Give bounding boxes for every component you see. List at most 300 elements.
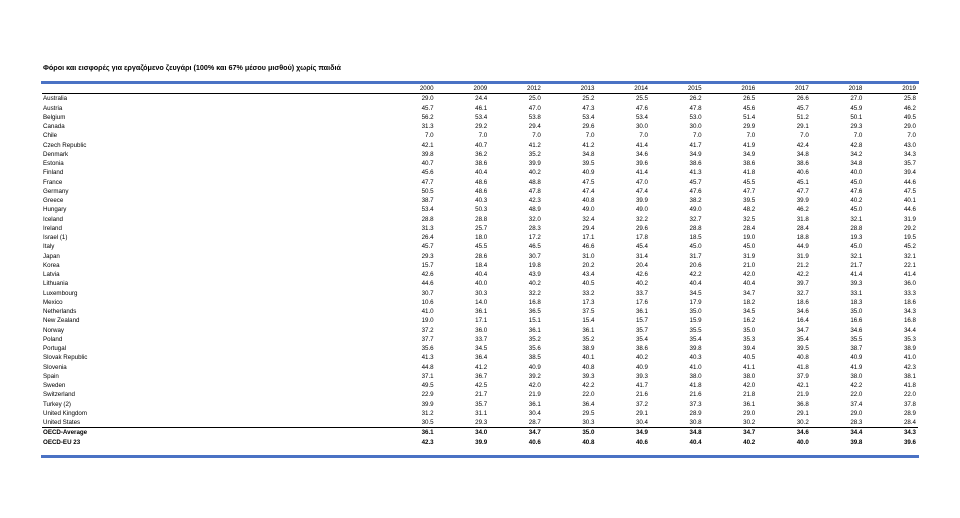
value-cell: 40.4 xyxy=(689,280,702,288)
value-cell: 44.6 xyxy=(903,178,916,186)
value-cell: 31.3 xyxy=(421,123,434,130)
value-cell: 42.2 xyxy=(850,382,863,389)
value-cell: 40.4 xyxy=(743,280,756,288)
value-cell: 35.0 xyxy=(743,326,756,334)
value-cell: 40.2 xyxy=(635,280,648,288)
value-cell: 46.5 xyxy=(528,243,541,251)
value-cell: 41.0 xyxy=(903,354,916,362)
value-cell: 41.3 xyxy=(689,169,702,177)
value-cell: 40.1 xyxy=(582,354,595,362)
value-cell: 38.0 xyxy=(743,372,756,380)
value-cell: 47.6 xyxy=(689,187,702,195)
value-cell: 48.6 xyxy=(475,178,488,186)
year-header: 2013 xyxy=(543,84,597,94)
value-cell: 39.8 xyxy=(689,345,702,352)
value-cell: 45.0 xyxy=(743,243,756,251)
avg-row xyxy=(42,428,918,438)
value-cell: 24.4 xyxy=(475,95,488,103)
table-row xyxy=(42,390,918,399)
country-cell: Italy xyxy=(43,243,55,251)
value-cell: 47.4 xyxy=(635,187,648,195)
value-cell: 41.4 xyxy=(850,271,863,278)
header-row xyxy=(42,84,918,94)
value-cell: 40.4 xyxy=(475,271,488,278)
value-cell: 19.8 xyxy=(528,261,541,269)
table-row xyxy=(42,94,918,104)
value-cell: 20.2 xyxy=(582,261,595,269)
value-cell: 22.1 xyxy=(903,261,916,269)
value-cell: 45.7 xyxy=(796,104,809,112)
value-cell: 41.7 xyxy=(689,141,702,149)
year-header: 2009 xyxy=(436,84,490,94)
value-cell: 40.1 xyxy=(903,197,916,204)
value-cell: 17.9 xyxy=(689,298,702,306)
value-cell: 34.7 xyxy=(489,428,543,438)
value-cell: 42.5 xyxy=(475,382,488,389)
value-cell: 42.6 xyxy=(635,271,648,278)
country-cell: Latvia xyxy=(43,271,60,278)
value-cell: 7.0 xyxy=(478,132,488,140)
value-cell: 49.5 xyxy=(903,113,916,121)
value-cell: 41.8 xyxy=(689,382,702,389)
value-cell: 35.0 xyxy=(850,308,863,315)
country-cell: Japan xyxy=(43,252,60,260)
value-cell: 22.9 xyxy=(421,391,434,399)
value-cell: 38.9 xyxy=(582,345,595,352)
value-cell: 29.9 xyxy=(743,123,756,130)
value-cell: 42.2 xyxy=(582,382,595,389)
value-cell: 20.6 xyxy=(689,261,702,269)
value-cell: 40.9 xyxy=(582,169,595,177)
value-cell: 34.5 xyxy=(743,308,756,315)
value-cell: 40.7 xyxy=(475,141,488,149)
value-cell: 46.6 xyxy=(582,243,595,251)
table-row xyxy=(42,372,918,381)
value-cell: 29.3 xyxy=(421,252,434,260)
value-cell: 45.6 xyxy=(743,104,756,112)
country-cell: Mexico xyxy=(43,298,63,306)
value-cell: 36.2 xyxy=(475,150,488,158)
value-cell: 34.8 xyxy=(850,160,863,167)
value-cell: 40.0 xyxy=(475,280,488,288)
value-cell: 40.3 xyxy=(689,354,702,362)
value-cell: 38.6 xyxy=(796,160,809,167)
value-cell: 47.8 xyxy=(689,104,702,112)
value-cell: 43.4 xyxy=(582,271,595,278)
value-cell: 45.0 xyxy=(850,206,863,214)
country-cell: Denmark xyxy=(43,150,69,158)
value-cell: 41.7 xyxy=(635,382,648,389)
table-row xyxy=(42,242,918,251)
header-country-cell xyxy=(42,84,382,94)
value-cell: 28.4 xyxy=(796,224,809,232)
value-cell: 51.2 xyxy=(796,113,809,121)
value-cell: 32.2 xyxy=(528,289,541,297)
country-cell: Portugal xyxy=(43,345,67,352)
value-cell: 41.0 xyxy=(689,363,702,371)
value-cell: 29.4 xyxy=(528,123,541,130)
value-cell: 42.1 xyxy=(421,141,434,149)
value-cell: 34.3 xyxy=(864,428,918,438)
value-cell: 34.4 xyxy=(811,428,865,438)
value-cell: 34.8 xyxy=(650,428,704,438)
value-cell: 28.3 xyxy=(850,419,863,426)
value-cell: 28.8 xyxy=(421,215,434,223)
year-header: 2016 xyxy=(704,84,758,94)
value-cell: 45.0 xyxy=(850,178,863,186)
value-cell: 36.1 xyxy=(743,400,756,408)
value-cell: 16.8 xyxy=(903,317,916,325)
year-header: 2017 xyxy=(757,84,811,94)
country-cell: Czech Republic xyxy=(43,141,87,149)
value-cell: 21.8 xyxy=(743,391,756,399)
value-cell: 30.5 xyxy=(421,419,434,426)
table-title: Φόροι και εισφορές για εργαζόμενο ζευγάρι (100% και 67% μέσου μισθού) χωρίς παιδιά xyxy=(43,63,341,72)
country-cell: Germany xyxy=(43,187,69,195)
value-cell: 27.0 xyxy=(850,95,863,103)
value-cell: 40.2 xyxy=(850,197,863,204)
country-cell: Luxembourg xyxy=(43,289,78,297)
value-cell: 34.8 xyxy=(796,150,809,158)
value-cell: 53.0 xyxy=(689,113,702,121)
value-cell: 21.7 xyxy=(475,391,488,399)
value-cell: 29.6 xyxy=(635,224,648,232)
value-cell: 38.6 xyxy=(689,160,702,167)
value-cell: 36.4 xyxy=(475,354,488,362)
country-cell: Lithuania xyxy=(43,280,69,288)
value-cell: 15.7 xyxy=(635,317,648,325)
value-cell: 40.4 xyxy=(689,438,702,446)
value-cell: 39.9 xyxy=(475,438,488,446)
value-cell: 16.6 xyxy=(850,317,863,325)
country-cell: Ireland xyxy=(43,224,62,232)
value-cell: 45.7 xyxy=(421,104,434,112)
value-cell: 15.9 xyxy=(689,317,702,325)
value-cell: 47.5 xyxy=(582,178,595,186)
value-cell: 56.2 xyxy=(421,113,434,121)
value-cell: 35.4 xyxy=(796,335,809,343)
value-cell: 17.3 xyxy=(582,298,595,306)
country-cell: Israel (1) xyxy=(43,234,68,241)
value-cell: 7.0 xyxy=(853,132,863,140)
value-cell: 41.8 xyxy=(796,363,809,371)
value-cell: 45.2 xyxy=(903,243,916,251)
value-cell: 40.2 xyxy=(528,280,541,288)
value-cell: 46.2 xyxy=(903,104,916,112)
value-cell: 36.1 xyxy=(528,326,541,334)
value-cell: 36.1 xyxy=(635,308,648,315)
value-cell: 33.7 xyxy=(635,289,648,297)
country-cell: United Kingdom xyxy=(43,409,88,417)
value-cell: 25.5 xyxy=(635,95,648,103)
value-cell: 30.0 xyxy=(689,123,702,130)
value-cell: 37.2 xyxy=(421,326,434,334)
table-row xyxy=(42,104,918,113)
value-cell: 48.9 xyxy=(528,206,541,214)
value-cell: 40.6 xyxy=(796,169,809,177)
year-header: 2019 xyxy=(864,84,918,94)
value-cell: 37.7 xyxy=(421,335,434,343)
value-cell: 38.9 xyxy=(903,345,916,352)
value-cell: 39.3 xyxy=(635,372,648,380)
value-cell: 45.7 xyxy=(689,178,702,186)
value-cell: 37.3 xyxy=(689,400,702,408)
value-cell: 30.3 xyxy=(582,419,595,426)
value-cell: 40.8 xyxy=(582,438,595,446)
country-cell: United States xyxy=(43,419,81,426)
value-cell: 21.6 xyxy=(635,391,648,399)
value-cell: 36.0 xyxy=(903,280,916,288)
value-cell: 50.3 xyxy=(475,206,488,214)
value-cell: 47.7 xyxy=(743,187,756,195)
country-cell: Korea xyxy=(43,261,60,269)
value-cell: 47.8 xyxy=(528,187,541,195)
value-cell: 7.0 xyxy=(800,132,809,140)
value-cell: 40.8 xyxy=(796,354,809,362)
value-cell: 39.5 xyxy=(743,197,756,204)
value-cell: 34.7 xyxy=(796,326,809,334)
table-row xyxy=(42,141,918,150)
value-cell: 19.0 xyxy=(743,234,756,241)
value-cell: 53.8 xyxy=(528,113,541,121)
value-cell: 40.8 xyxy=(582,363,595,371)
value-cell: 36.8 xyxy=(796,400,809,408)
value-cell: 39.9 xyxy=(635,197,648,204)
value-cell: 7.0 xyxy=(692,132,702,140)
value-cell: 31.2 xyxy=(421,409,434,417)
country-cell: Sweden xyxy=(43,382,66,389)
value-cell: 35.3 xyxy=(903,335,916,343)
value-cell: 46.1 xyxy=(475,104,488,112)
value-cell: 18.4 xyxy=(475,261,488,269)
value-cell: 28.7 xyxy=(528,419,541,426)
value-cell: 29.1 xyxy=(796,409,809,417)
value-cell: 36.1 xyxy=(382,428,436,438)
value-cell: 34.2 xyxy=(850,150,863,158)
value-cell: 34.6 xyxy=(850,326,863,334)
table-row xyxy=(42,270,918,279)
country-cell: France xyxy=(43,178,63,186)
value-cell: 36.1 xyxy=(475,308,488,315)
value-cell: 39.9 xyxy=(796,197,809,204)
value-cell: 38.6 xyxy=(635,345,648,352)
value-cell: 31.1 xyxy=(475,409,488,417)
value-cell: 46.2 xyxy=(796,206,809,214)
table-row xyxy=(42,335,918,344)
value-cell: 28.8 xyxy=(689,224,702,232)
value-cell: 43.9 xyxy=(528,271,541,278)
value-cell: 49.5 xyxy=(421,382,434,389)
value-cell: 42.2 xyxy=(689,271,702,278)
country-cell: Turkey (2) xyxy=(43,400,71,408)
value-cell: 41.2 xyxy=(528,141,541,149)
value-cell: 36.4 xyxy=(582,400,595,408)
country-cell: Slovak Republic xyxy=(43,354,88,362)
table-row xyxy=(42,178,918,187)
value-cell: 39.2 xyxy=(528,372,541,380)
value-cell: 37.8 xyxy=(903,400,916,408)
value-cell: 16.8 xyxy=(528,298,541,306)
value-cell: 41.1 xyxy=(743,363,756,371)
value-cell: 30.4 xyxy=(528,409,541,417)
value-cell: 18.3 xyxy=(850,298,863,306)
value-cell: 49.0 xyxy=(689,206,702,214)
value-cell: 37.9 xyxy=(796,372,809,380)
value-cell: 39.3 xyxy=(850,280,863,288)
value-cell: 45.0 xyxy=(689,243,702,251)
value-cell: 33.3 xyxy=(903,289,916,297)
table-row xyxy=(42,316,918,325)
value-cell: 19.0 xyxy=(421,317,434,325)
value-cell: 45.5 xyxy=(743,178,756,186)
value-cell: 42.0 xyxy=(528,382,541,389)
table-row xyxy=(42,307,918,316)
value-cell: 35.2 xyxy=(528,335,541,343)
value-cell: 42.0 xyxy=(743,271,756,278)
value-cell: 47.0 xyxy=(635,178,648,186)
value-cell: 45.4 xyxy=(635,243,648,251)
value-cell: 45.0 xyxy=(850,243,863,251)
value-cell: 44.6 xyxy=(903,206,916,214)
value-cell: 40.2 xyxy=(528,169,541,177)
value-cell: 25.8 xyxy=(903,95,916,103)
value-cell: 7.0 xyxy=(907,132,916,140)
value-cell: 35.4 xyxy=(689,335,702,343)
value-cell: 29.0 xyxy=(743,409,756,417)
value-cell: 25.2 xyxy=(582,95,595,103)
value-cell: 42.3 xyxy=(903,363,916,371)
value-cell: 34.6 xyxy=(635,150,648,158)
country-cell: OECD-Average xyxy=(42,428,382,438)
value-cell: 38.1 xyxy=(903,372,916,380)
value-cell: 35.6 xyxy=(421,345,434,352)
value-cell: 15.4 xyxy=(582,317,595,325)
year-header: 2012 xyxy=(489,84,543,94)
value-cell: 40.2 xyxy=(635,354,648,362)
value-cell: 47.6 xyxy=(850,187,863,195)
value-cell: 18.0 xyxy=(475,234,488,241)
year-header: 2014 xyxy=(596,84,650,94)
value-cell: 17.1 xyxy=(475,317,488,325)
value-cell: 36.0 xyxy=(475,326,488,334)
country-cell: Canada xyxy=(43,123,65,130)
value-cell: 40.3 xyxy=(475,197,488,204)
bottom-rule xyxy=(41,455,919,458)
value-cell: 32.7 xyxy=(796,289,809,297)
value-cell: 16.2 xyxy=(743,317,756,325)
value-cell: 25.0 xyxy=(528,95,541,103)
country-cell: Hungary xyxy=(43,206,67,214)
value-cell: 33.2 xyxy=(582,289,595,297)
value-cell: 38.5 xyxy=(528,354,541,362)
value-cell: 21.0 xyxy=(743,261,756,269)
value-cell: 22.0 xyxy=(582,391,595,399)
country-cell: Chile xyxy=(43,132,58,140)
value-cell: 47.0 xyxy=(528,104,541,112)
value-cell: 39.8 xyxy=(850,438,863,446)
table-row xyxy=(42,159,918,168)
value-cell: 29.1 xyxy=(635,409,648,417)
value-cell: 45.7 xyxy=(421,243,434,251)
value-cell: 42.2 xyxy=(796,271,809,278)
country-cell: Belgium xyxy=(43,113,66,121)
value-cell: 40.6 xyxy=(635,438,648,446)
value-cell: 21.7 xyxy=(850,261,863,269)
value-cell: 29.3 xyxy=(850,123,863,130)
value-cell: 32.1 xyxy=(850,215,863,223)
value-cell: 40.4 xyxy=(475,169,488,177)
value-cell: 26.6 xyxy=(796,95,809,103)
value-cell: 28.9 xyxy=(903,409,916,417)
value-cell: 49.0 xyxy=(635,206,648,214)
value-cell: 31.7 xyxy=(689,252,702,260)
value-cell: 39.9 xyxy=(421,400,434,408)
value-cell: 41.3 xyxy=(421,354,434,362)
value-cell: 38.0 xyxy=(689,372,702,380)
value-cell: 35.7 xyxy=(635,326,648,334)
value-cell: 37.1 xyxy=(421,372,434,380)
country-cell: Switzerland xyxy=(43,391,75,399)
value-cell: 39.5 xyxy=(796,345,809,352)
value-cell: 39.6 xyxy=(903,438,916,446)
value-cell: 31.9 xyxy=(743,252,756,260)
value-cell: 29.6 xyxy=(582,123,595,130)
value-cell: 30.2 xyxy=(743,419,756,426)
value-cell: 22.0 xyxy=(903,391,916,399)
value-cell: 41.4 xyxy=(635,169,648,177)
value-cell: 35.7 xyxy=(475,400,488,408)
value-cell: 49.0 xyxy=(582,206,595,214)
value-cell: 34.9 xyxy=(689,150,702,158)
value-cell: 25.7 xyxy=(475,224,488,232)
value-cell: 40.6 xyxy=(528,438,541,446)
value-cell: 34.6 xyxy=(796,308,809,315)
table-row xyxy=(42,205,918,214)
value-cell: 17.1 xyxy=(582,234,595,241)
value-cell: 15.7 xyxy=(421,261,434,269)
table-row xyxy=(42,196,918,205)
table-row xyxy=(42,326,918,335)
value-cell: 32.1 xyxy=(850,252,863,260)
value-cell: 35.2 xyxy=(582,335,595,343)
value-cell: 21.6 xyxy=(689,391,702,399)
value-cell: 34.5 xyxy=(475,345,488,352)
country-cell: Netherlands xyxy=(43,308,77,315)
value-cell: 50.1 xyxy=(850,113,863,121)
value-cell: 41.4 xyxy=(903,271,916,278)
value-cell: 41.8 xyxy=(743,169,756,177)
value-cell: 34.6 xyxy=(757,428,811,438)
value-cell: 35.5 xyxy=(850,335,863,343)
value-cell: 26.5 xyxy=(743,95,756,103)
value-cell: 41.9 xyxy=(850,363,863,371)
value-cell: 30.3 xyxy=(475,289,488,297)
value-cell: 41.2 xyxy=(582,141,595,149)
value-cell: 34.3 xyxy=(903,150,916,158)
value-cell: 7.0 xyxy=(746,132,756,140)
value-cell: 40.0 xyxy=(796,438,809,446)
value-cell: 7.0 xyxy=(585,132,595,140)
value-cell: 47.7 xyxy=(796,187,809,195)
table-row xyxy=(42,168,918,177)
value-cell: 20.4 xyxy=(635,261,648,269)
value-cell: 34.3 xyxy=(903,308,916,315)
value-cell: 35.6 xyxy=(528,345,541,352)
value-cell: 28.8 xyxy=(475,215,488,223)
value-cell: 40.2 xyxy=(743,438,756,446)
value-cell: 28.4 xyxy=(743,224,756,232)
value-cell: 29.0 xyxy=(421,95,434,103)
